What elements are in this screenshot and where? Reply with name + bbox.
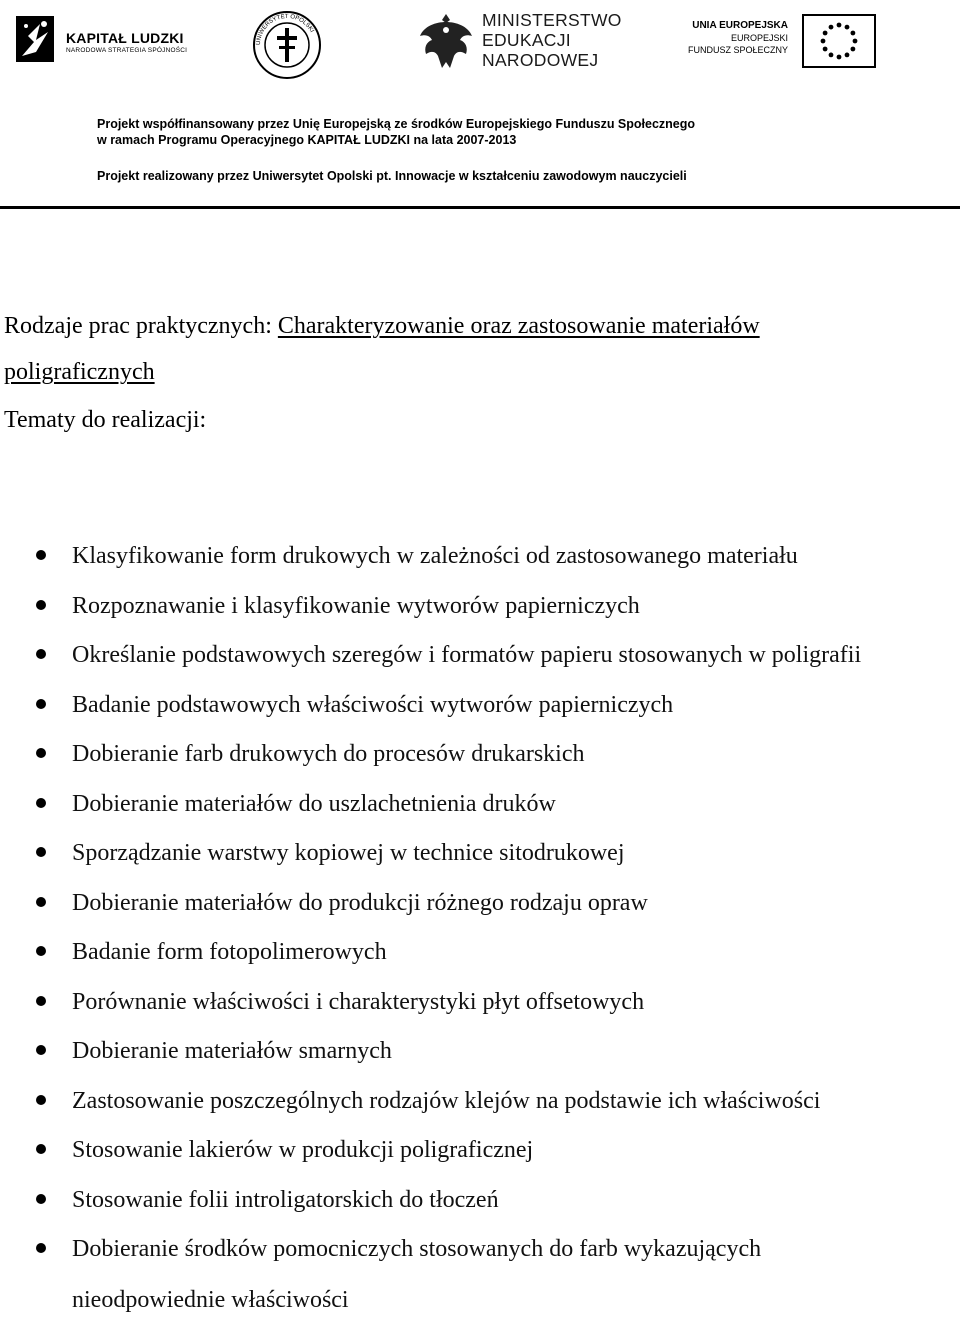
topic-text: Dobieranie materiałów do produkcji różnego rodzaju opraw: [72, 889, 648, 916]
header-divider: [0, 206, 960, 209]
bullet-icon: [36, 946, 46, 956]
bullet-icon: [36, 1194, 46, 1204]
bullet-icon: [36, 1144, 46, 1154]
project-program-line: w ramach Programu Operacyjnego KAPITAŁ LUDZKI na lata 2007-2013: [97, 133, 517, 147]
topic-text: Zastosowanie poszczególnych rodzajów klejów na podstawie ich właściwości: [72, 1087, 821, 1114]
topics-subheading: Tematy do realizacji:: [4, 407, 207, 433]
bullet-icon: [36, 897, 46, 907]
bullet-icon: [36, 1095, 46, 1105]
eu-star-icon: [821, 39, 826, 44]
eu-star-icon: [853, 39, 858, 44]
heading-topic-continuation: [4, 357, 155, 387]
list-item: [0, 685, 960, 735]
topic-text: Dobieranie materiałów do uszlachetnienia druków: [72, 790, 556, 817]
unia-line-2: EUROPEJSKI: [730, 33, 788, 43]
kapital-ludzki-logo: [14, 12, 214, 72]
list-item: [0, 586, 960, 636]
bullet-icon: [36, 649, 46, 659]
list-item: [0, 734, 960, 784]
heading-topic-line-2: poligraficznych: [4, 359, 155, 385]
list-item: [0, 1130, 960, 1180]
topic-text: Stosowanie folii introligatorskich do tłoczeń: [72, 1186, 499, 1213]
topic-text: Określanie podstawowych szeregów i formatów papieru stosowanych w poligrafii: [72, 642, 862, 668]
university-seal-icon: [252, 10, 322, 80]
kapital-ludzki-title: KAPITAŁ LUDZKI: [66, 30, 184, 46]
eagle-emblem-icon: [418, 10, 474, 72]
eu-star-icon: [823, 31, 828, 36]
topic-text: Dobieranie farb drukowych do procesów drukarskich: [72, 741, 585, 767]
list-item: [0, 1031, 960, 1081]
bullet-icon: [36, 847, 46, 857]
topic-text: Badanie form fotopolimerowych: [72, 939, 387, 965]
list-item: [0, 784, 960, 834]
topic-text: Klasyfikowanie form drukowych w zależności od zastosowanego materiału: [72, 543, 798, 569]
ministerstwo-line-1: MINISTERSTWO: [482, 10, 622, 30]
unia-line-1: UNIA EUROPEJSKA: [692, 20, 788, 31]
bullet-icon: [36, 748, 46, 758]
eu-star-icon: [845, 53, 850, 58]
topic-text: Sporządzanie warstwy kopiowej w technice sitodrukowej: [72, 840, 625, 866]
bullet-icon: [36, 1243, 46, 1253]
heading-topic-line-1: Charakteryzowanie oraz zastosowanie materiałów: [277, 313, 760, 339]
topic-text: Rozpoznawanie i klasyfikowanie wytworów papierniczych: [72, 592, 640, 619]
list-item: [0, 635, 960, 685]
topic-text: Badanie podstawowych właściwości wytworów papierniczych: [72, 691, 674, 718]
university-seal-text: UNIWERSYTET OPOLSKI: [255, 13, 315, 46]
list-item: [0, 833, 960, 883]
unia-line-3: FUNDUSZ SPOŁECZNY: [687, 45, 788, 55]
project-cofinancing-line: Projekt współfinansowany przez Unię Europejską ze środków Europejskiego Funduszu Społecznego: [97, 117, 696, 131]
bullet-icon: [36, 1045, 46, 1055]
list-item: [0, 1180, 960, 1230]
eu-star-icon: [851, 31, 856, 36]
kapital-ludzki-subtitle: NARODOWA STRATEGIA SPÓJNOŚCI: [66, 47, 188, 54]
bullet-icon: [36, 798, 46, 808]
list-item: [0, 883, 960, 933]
ministerstwo-logo: [418, 10, 648, 74]
university-seal-logo: [252, 10, 322, 80]
practical-work-heading: [4, 311, 760, 341]
topic-text: Porównanie właściwości i charakterystyki płyt offsetowych: [72, 988, 645, 1015]
bullet-icon: [36, 550, 46, 560]
project-realization-line: Projekt realizowany przez Uniwersytet Opolski pt. Innowacje w kształceniu zawodowym nauczycieli: [97, 169, 687, 183]
topic-text: Stosowanie lakierów w produkcji poligraficznej: [72, 1137, 534, 1163]
list-item: [0, 1081, 960, 1131]
kapital-ludzki-emblem-icon: [14, 12, 58, 66]
list-item: [0, 982, 960, 1032]
bullet-icon: [36, 600, 46, 610]
unia-europejska-logo: [684, 14, 884, 68]
eu-star-icon: [837, 23, 842, 28]
topic-continuation: nieodpowiednie właściwości: [72, 1287, 349, 1313]
eu-star-icon: [851, 47, 856, 52]
bullet-icon: [36, 996, 46, 1006]
ministerstwo-line-3: NARODOWEJ: [482, 50, 599, 70]
heading-prefix: Rodzaje prac praktycznych:: [4, 313, 278, 339]
topics-list: [0, 536, 960, 1279]
eu-flag-icon: [802, 14, 876, 68]
list-item: [0, 536, 960, 586]
topic-text: Dobieranie materiałów smarnych: [72, 1038, 392, 1064]
eu-star-icon: [845, 25, 850, 30]
topic-text: Dobieranie środków pomocniczych stosowanych do farb wykazujących: [72, 1236, 762, 1262]
header-logos: [0, 0, 960, 80]
ministerstwo-line-2: EDUKACJI: [482, 30, 571, 50]
list-item: [0, 932, 960, 982]
eu-star-icon: [829, 53, 834, 58]
list-item: [0, 1229, 960, 1279]
eu-star-icon: [823, 47, 828, 52]
eu-star-icon: [829, 25, 834, 30]
bullet-icon: [36, 699, 46, 709]
eu-star-icon: [837, 55, 842, 60]
